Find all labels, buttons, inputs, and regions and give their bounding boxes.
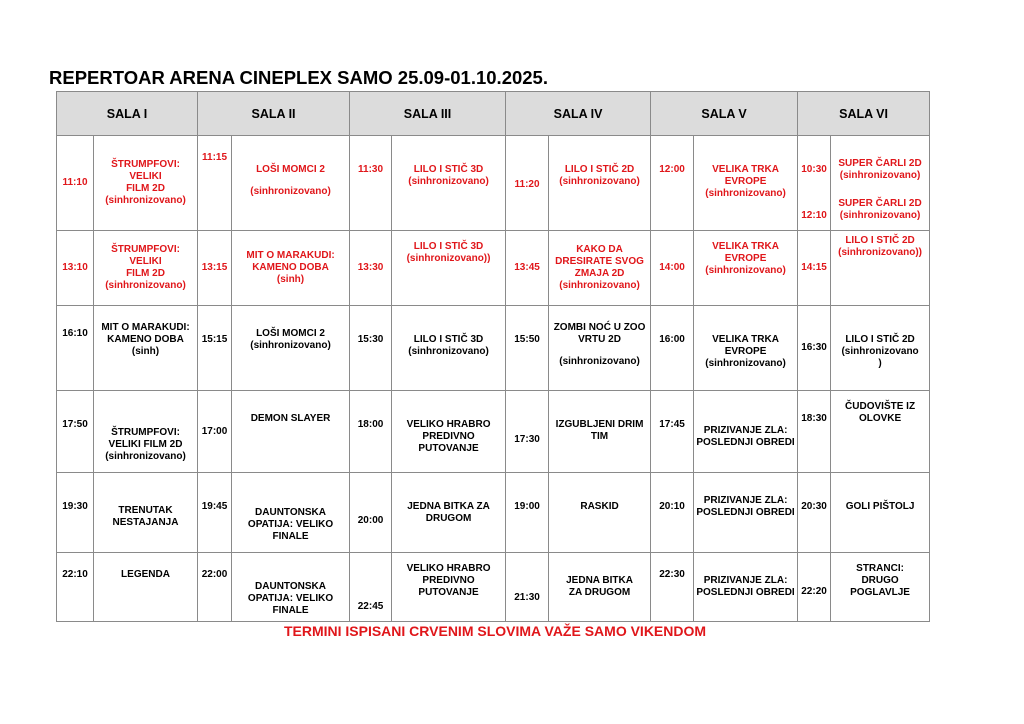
- showtime: 18:00: [350, 391, 392, 473]
- movie-title: FINALE: [272, 531, 309, 542]
- movie-title: LILO I STIČ 3D: [413, 334, 484, 345]
- schedule-row: [57, 473, 930, 553]
- header-row: [57, 92, 930, 136]
- movie-note: (sinhronizovano): [250, 186, 331, 197]
- movie-title: POSLEDNJI OBREDI: [696, 436, 795, 448]
- movie-title: PUTOVANJE: [418, 587, 479, 598]
- movie-title: ZA DRUGOM: [568, 587, 631, 598]
- movie-cell: [232, 553, 350, 622]
- schedule-row: [57, 306, 930, 391]
- movie-title: OPATIJA: VELIKO: [247, 593, 334, 604]
- movie-note: (sinhronizovano): [250, 340, 331, 351]
- movie-title: MIT O MARAKUDI:: [101, 322, 190, 333]
- schedule-row: [57, 553, 930, 622]
- movie-note: (sinhronizovano): [705, 265, 786, 276]
- showtime: 16:00: [651, 306, 694, 391]
- movie-title: LILO I STIČ 2D: [845, 334, 915, 345]
- movie-cell: [549, 136, 651, 231]
- movie-cell: [94, 391, 198, 473]
- hall-header: SALA IV: [506, 92, 651, 136]
- movie-title: DRESIRATE SVOG: [555, 256, 644, 267]
- movie-note: (sinhronizovano): [105, 280, 186, 291]
- movie-title: ČUDOVIŠTE IZ: [845, 401, 916, 412]
- movie-note: (sinhronizovano)): [406, 253, 491, 264]
- movie-cell: [549, 231, 651, 306]
- movie-title: SUPER ČARLI 2D: [838, 198, 922, 209]
- movie-cell: [694, 473, 798, 553]
- movie-cell: [549, 473, 651, 553]
- showtime: 20:10: [651, 473, 694, 553]
- movie-cell: [694, 136, 798, 231]
- movie-note: (sinhronizovano): [408, 176, 489, 187]
- movie-note: (sinhronizovano)): [838, 247, 922, 258]
- showtime: 21:30: [506, 553, 549, 622]
- movie-cell: [232, 136, 350, 231]
- movie-title: LEGENDA: [121, 569, 170, 580]
- movie-title: VELIKA TRKA EVROPE: [712, 241, 779, 264]
- movie-note: (sinhronizovano): [839, 210, 921, 221]
- movie-title: ŠTRUMPFOVI:: [111, 427, 180, 438]
- movie-cell: [392, 231, 506, 306]
- showtime: 10:30: [801, 164, 827, 175]
- movie-title: POSLEDNJI OBREDI: [696, 587, 795, 598]
- movie-title: MIT O MARAKUDI:: [246, 250, 335, 261]
- hall-header: SALA V: [651, 92, 798, 136]
- movie-title: PREDIVNO: [422, 431, 475, 442]
- showtime: 12:10: [801, 210, 827, 221]
- showtime: 17:50: [57, 391, 94, 473]
- showtime: 22:30: [651, 553, 694, 622]
- movie-title: DRUGOM: [425, 513, 472, 524]
- movie-note: ): [878, 358, 882, 369]
- movie-title: NESTAJANJA: [112, 517, 179, 528]
- hall-header: SALA III: [350, 92, 506, 136]
- movie-title: LILO I STIČ 3D: [413, 241, 484, 252]
- schedule-row: [57, 136, 930, 231]
- showtime: 14:15: [798, 231, 831, 306]
- movie-title: ŠTRUMPFOVI: VELIKI: [111, 244, 180, 267]
- movie-cell: [549, 553, 651, 622]
- movie-cell: [392, 473, 506, 553]
- showtime: 18:30: [798, 391, 831, 473]
- movie-cell: [831, 231, 930, 306]
- schedule-row: [57, 231, 930, 306]
- movie-title: DEMON SLAYER: [250, 413, 331, 424]
- showtime: 13:30: [350, 231, 392, 306]
- movie-cell: [94, 231, 198, 306]
- showtime: 20:00: [350, 473, 392, 553]
- movie-title: SUPER ČARLI 2D: [838, 158, 922, 169]
- movie-title: GOLI PIŠTOLJ: [845, 501, 915, 512]
- movie-cell: [392, 391, 506, 473]
- movie-title: ZOMBI NOĆ U ZOO: [553, 322, 646, 333]
- movie-title: LILO I STIČ 2D: [564, 164, 635, 175]
- movie-cell: [94, 136, 198, 231]
- movie-note: (sinhronizovano): [105, 195, 186, 206]
- schedule-table: [56, 91, 930, 622]
- showtime: 19:30: [57, 473, 94, 553]
- movie-cell: [232, 231, 350, 306]
- showtime: 14:00: [651, 231, 694, 306]
- schedule-row: [57, 391, 930, 473]
- movie-title: KAMENO DOBA: [107, 334, 184, 345]
- movie-note: (sinhronizovano): [559, 280, 640, 291]
- movie-title: RASKID: [580, 501, 619, 512]
- showtime: 11:20: [506, 136, 549, 231]
- movie-title: ZMAJA 2D: [574, 268, 625, 279]
- showtime: 13:10: [57, 231, 94, 306]
- movie-cell: [392, 136, 506, 231]
- movie-title: FINALE: [272, 605, 309, 616]
- movie-title: TRENUTAK: [118, 505, 173, 516]
- movie-title: TIM: [590, 431, 609, 442]
- movie-note: (sinhronizovano): [105, 451, 186, 462]
- movie-cell: [549, 306, 651, 391]
- movie-cell: [94, 473, 198, 553]
- movie-cell: [831, 553, 930, 622]
- showtime: 20:30: [798, 473, 831, 553]
- showtime: 15:30: [350, 306, 392, 391]
- weekend-note: TERMINI ISPISANI CRVENIM SLOVIMA VAŽE SAMO VIKENDOM: [283, 623, 707, 639]
- movie-title: DRUGO: [861, 575, 899, 586]
- showtime: 16:10: [57, 306, 94, 391]
- showtime: 13:15: [198, 231, 232, 306]
- movie-cell: [392, 306, 506, 391]
- movie-title: OPATIJA: VELIKO: [247, 519, 334, 530]
- movie-note: (sinhronizovano): [705, 358, 786, 369]
- movie-cell: [694, 306, 798, 391]
- movie-note: (sinhronizovano): [559, 356, 640, 367]
- movie-title: VELIKI FILM 2D: [108, 439, 183, 450]
- movie-note: (sinhronizovano: [841, 346, 919, 357]
- hall-header: SALA VI: [798, 92, 930, 136]
- movie-title: VELIKA TRKA: [712, 334, 779, 345]
- showtime: 22:20: [798, 553, 831, 622]
- movie-title: PRIZIVANJE ZLA:: [703, 575, 788, 586]
- showtime: 22:10: [57, 553, 94, 622]
- showtime: 17:45: [651, 391, 694, 473]
- showtime: 11:30: [350, 136, 392, 231]
- movie-title: POSLEDNJI OBREDI: [696, 507, 795, 518]
- movie-title: LOŠI MOMCI 2: [256, 328, 325, 339]
- movie-cell: [232, 391, 350, 473]
- showtime: 22:45: [350, 553, 392, 622]
- movie-cell: [392, 553, 506, 622]
- movie-title: PREDIVNO: [422, 575, 475, 586]
- movie-title: KAMENO DOBA: [252, 262, 329, 273]
- showtime: 19:00: [506, 473, 549, 553]
- movie-cell: [831, 306, 930, 391]
- showtime: 17:00: [198, 391, 232, 473]
- movie-title: LOŠI MOMCI 2: [256, 164, 325, 175]
- showtime: 11:10: [57, 136, 94, 231]
- showtime: 19:45: [198, 473, 232, 553]
- movie-cell: [831, 391, 930, 473]
- showtime: 16:30: [798, 306, 831, 391]
- showtime-pair: [798, 136, 831, 231]
- movie-note: (sinhronizovano): [559, 176, 640, 187]
- movie-title: LILO I STIČ 2D: [845, 235, 915, 246]
- showtime: 22:00: [198, 553, 232, 622]
- movie-title: FILM 2D: [126, 268, 165, 279]
- movie-cell: [94, 553, 198, 622]
- showtime: 15:15: [198, 306, 232, 391]
- movie-note: (sinh): [276, 274, 305, 285]
- movie-cell: [94, 306, 198, 391]
- showtime: 13:45: [506, 231, 549, 306]
- movie-title: JEDNA BITKA: [566, 575, 633, 586]
- movie-cell: [694, 553, 798, 622]
- movie-note: (sinhronizovano): [839, 170, 921, 181]
- movie-title: DAUNTONSKA: [255, 507, 326, 518]
- page-title: REPERTOAR ARENA CINEPLEX SAMO 25.09-01.10.2025.: [49, 67, 548, 88]
- showtime: 17:30: [506, 391, 549, 473]
- movie-title: VRTU 2D: [578, 334, 621, 345]
- movie-title: FILM 2D: [126, 183, 165, 194]
- movie-title: ŠTRUMPFOVI: VELIKI: [111, 159, 180, 182]
- movie-title: EVROPE: [724, 346, 767, 357]
- movie-title: OLOVKE: [858, 413, 902, 424]
- movie-cell: [232, 306, 350, 391]
- movie-cell: [232, 473, 350, 553]
- movie-cell: [831, 473, 930, 553]
- movie-title: VELIKA TRKA EVROPE: [712, 164, 779, 187]
- movie-title: PUTOVANJE: [418, 443, 479, 454]
- movie-title: JEDNA BITKA ZA: [407, 501, 490, 512]
- movie-title: DAUNTONSKA: [255, 581, 326, 592]
- showtime: 11:15: [198, 136, 232, 231]
- movie-title: PRIZIVANJE ZLA:: [703, 424, 788, 436]
- movie-title: STRANCI:: [856, 563, 904, 574]
- movie-title: POGLAVLJE: [850, 587, 910, 598]
- movie-title: VELIKO HRABRO: [406, 563, 491, 574]
- movie-title: KAKO DA: [576, 244, 623, 255]
- showtime: 12:00: [651, 136, 694, 231]
- movie-cell: [549, 391, 651, 473]
- movie-title: IZGUBLJENI DRIM: [555, 419, 644, 430]
- movie-note: (sinh): [131, 346, 160, 357]
- movie-cell: [694, 231, 798, 306]
- hall-header: SALA II: [198, 92, 350, 136]
- movie-title: LILO I STIČ 3D: [413, 164, 484, 175]
- movie-note: (sinhronizovano): [408, 346, 489, 357]
- movie-title: PRIZIVANJE ZLA:: [703, 495, 788, 506]
- movie-cell: [831, 136, 930, 231]
- hall-header: SALA I: [57, 92, 198, 136]
- movie-note: (sinhronizovano): [705, 188, 786, 199]
- movie-title: VELIKO HRABRO: [406, 419, 491, 430]
- showtime: 15:50: [506, 306, 549, 391]
- movie-cell: [694, 391, 798, 473]
